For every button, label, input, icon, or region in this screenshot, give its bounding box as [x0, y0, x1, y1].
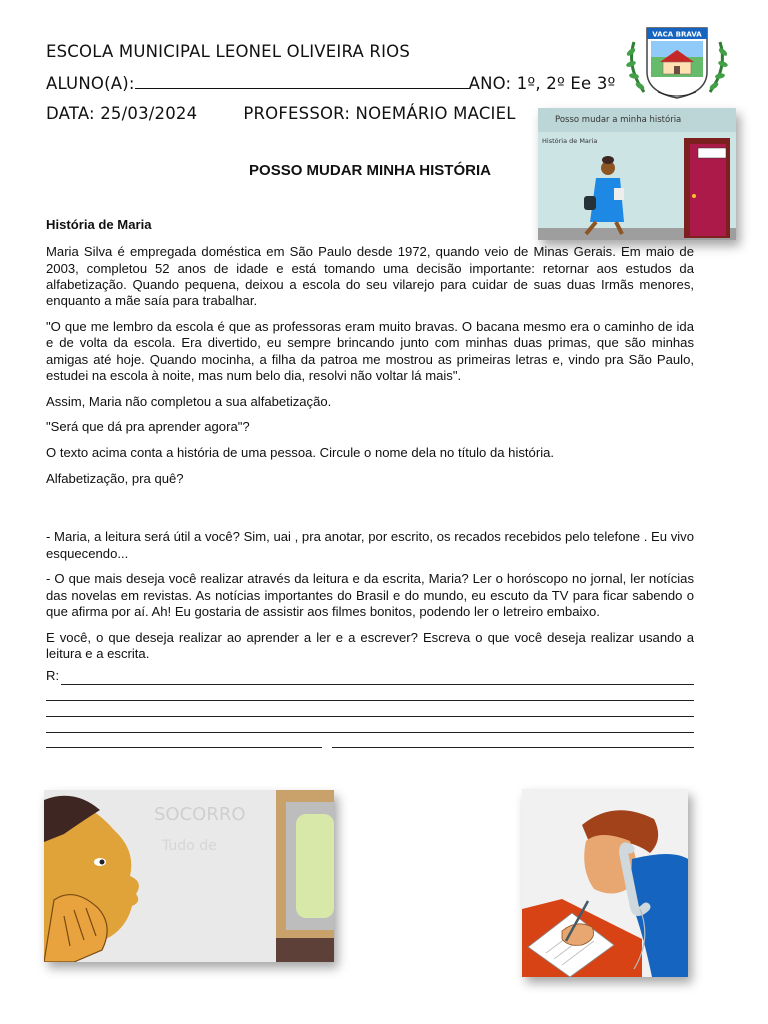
paragraph-quote: "O que me lembro da escola é que as professoras eram muito bravas. O bacana mesmo era o caminho de ida e de volta da escola. Era divertido, eu sempre brincando junto com minhas duas primas, que são minhas amigas até hoje. Quando mocinha, a filha da patroa me mostrou as primeiras letras e, vindo pra São Paulo, estudei na escola à noite, mas num belo dia, resolvi não voltar lá mais".	[46, 318, 694, 383]
answer-line[interactable]	[46, 701, 694, 717]
answer-area[interactable]	[46, 668, 694, 747]
page-title: POSSO MUDAR MINHA HISTÓRIA	[249, 162, 491, 179]
school-name: ESCOLA MUNICIPAL LEONEL OLIVEIRA RIOS	[46, 42, 410, 61]
story-text	[46, 217, 694, 748]
date-label: DATA: 25/03/2024	[46, 104, 198, 123]
student-name-field[interactable]	[135, 74, 469, 89]
date-row	[46, 104, 516, 123]
school-logo	[622, 22, 732, 104]
figure-subcaption: História de Maria	[542, 137, 598, 145]
paragraph-prompt: E você, o que deseja realizar ao aprender a ler e a escrever? Escreva o que você deseja realizar usando a leitura e a escrita.	[46, 629, 694, 662]
teacher-label: PROFESSOR: NOEMÁRIO MACIEL	[243, 104, 516, 123]
paragraph-dialog-1: - Maria, a leitura será útil a você? Sim, uai , pra anotar, por escrito, os recados recebidos pelo telefone . Eu vivo esquecendo...	[46, 529, 694, 561]
paragraph-question: "Será que dá pra aprender agora"?	[46, 419, 250, 435]
logo-text: VACA BRAVA	[652, 30, 702, 39]
answer-line[interactable]	[46, 685, 694, 701]
boy-thinking-illustration	[44, 790, 334, 962]
answer-line[interactable]	[332, 733, 694, 748]
paragraph-intro: Maria Silva é empregada doméstica em São Paulo desde 1972, quando veio de Minas Gerais. Em maio de 2003, completou 52 anos de idade e está tomando uma decisão importante: retornar aos estudos da alfabetização. Quando pequena, deixou a escola do seu vilarejo para cuidar de suas duas Irmãs menores, enquanto a mãe saía para trabalhar.	[46, 244, 694, 309]
paragraph-dialog-2: - O que mais deseja você realizar através da leitura e da escrita, Maria? Ler o horóscopo no jornal, ler notícias das novelas em revistas. As notícias importantes do Brasil e do mundo, eu escuto da TV para ficar sabendo o que afirma por aí. Ah! Eu gostaria de assistir aos filmes bonitos, podendo ler o letreiro embaixo.	[46, 571, 694, 620]
paragraph-instruction: O texto acima conta a história de uma pessoa. Circule o nome dela no título da história.	[46, 445, 555, 461]
paragraph-conclusion: Assim, Maria não completou a sua alfabetização.	[46, 393, 332, 409]
figure-caption: Posso mudar a minha história	[555, 115, 682, 125]
student-label: ALUNO(A):	[46, 74, 135, 93]
woman-on-phone-illustration	[522, 789, 688, 977]
answer-line[interactable]	[46, 733, 322, 748]
svg-text:SOCORRO: SOCORRO	[154, 804, 246, 825]
svg-text:Tudo de: Tudo de	[162, 838, 217, 854]
answer-label: R:	[46, 668, 60, 684]
answer-line[interactable]	[46, 717, 694, 733]
student-row	[46, 74, 616, 93]
paragraph-heading-why: Alfabetização, pra quê?	[46, 471, 184, 487]
story-subtitle: História de Maria	[46, 217, 152, 232]
year-label: ANO: 1º, 2º Ee 3º	[468, 74, 616, 93]
